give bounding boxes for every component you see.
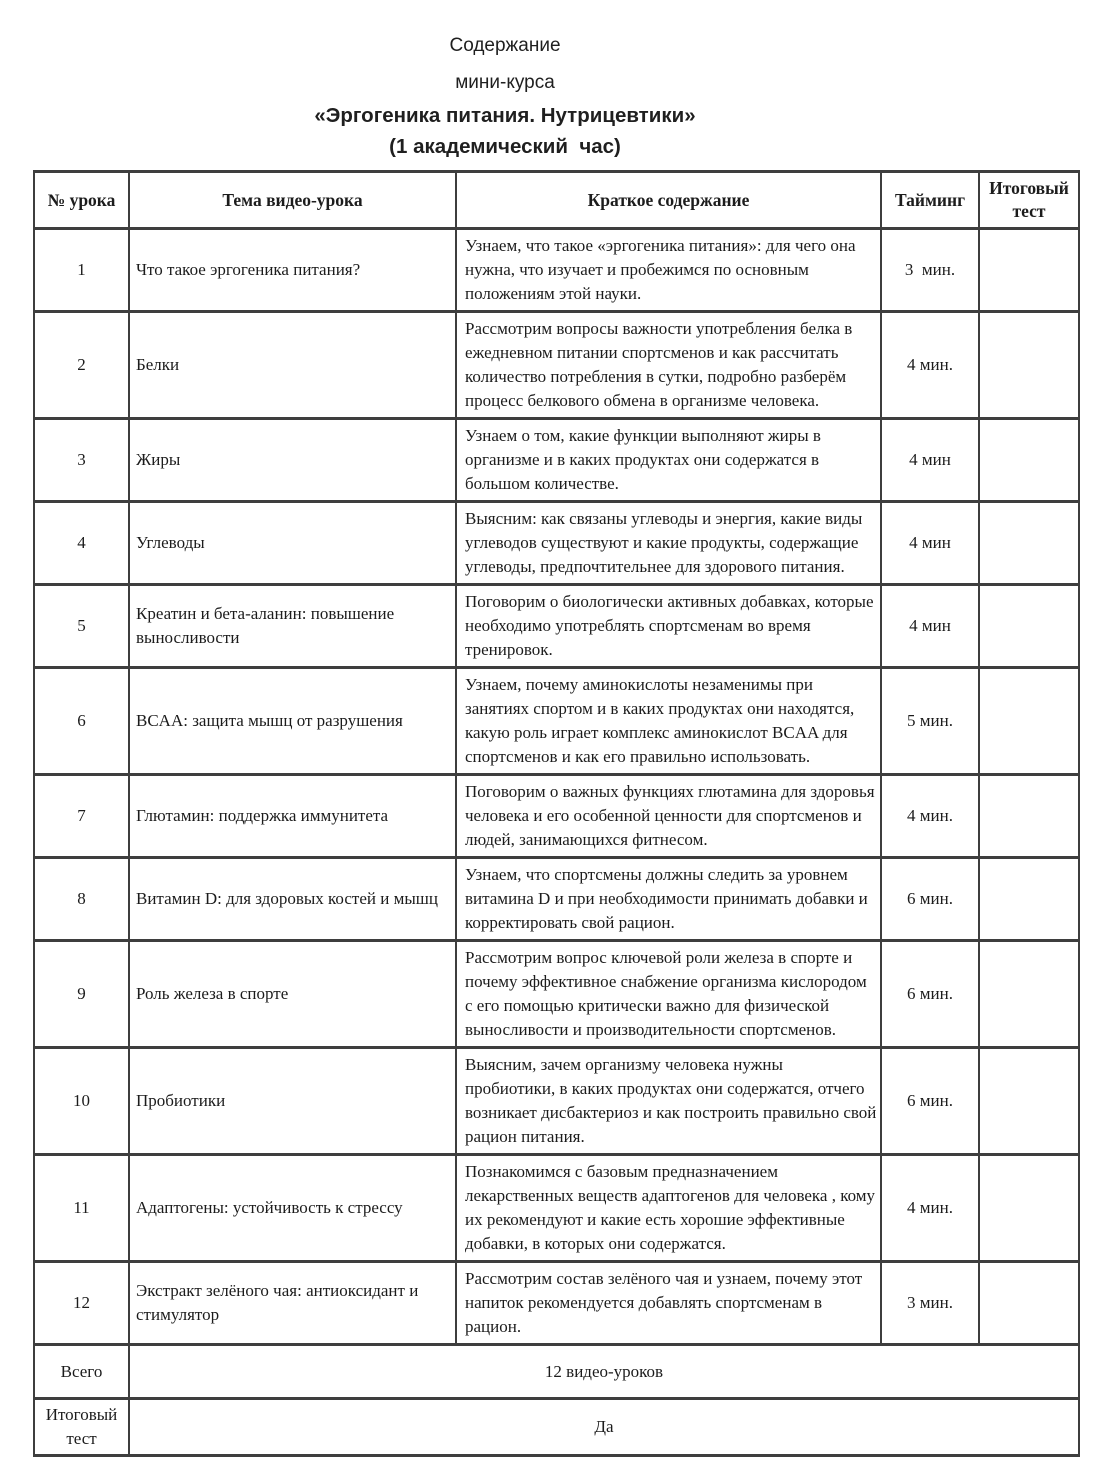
lesson-number: 6 xyxy=(34,668,129,775)
lesson-topic: Жиры xyxy=(129,419,456,502)
document-title-block xyxy=(0,0,1010,160)
lesson-test-cell xyxy=(979,1048,1079,1155)
lesson-test-cell xyxy=(979,1155,1079,1262)
lesson-summary: Рассмотрим вопрос ключевой роли железа в спорте и почему эффективное снабжение организма кислородом с его помощью критически важно для физической выносливости и производительности спортсменов. xyxy=(456,941,881,1048)
lesson-summary: Узнаем, почему аминокислоты незаменимы при занятиях спортом и в каких продуктах они находятся, какую роль играет комплекс аминокислот BCAA для спортсменов и как его правильно использовать. xyxy=(456,668,881,775)
header-lesson-topic: Тема видео-урока xyxy=(129,172,456,229)
lesson-row xyxy=(34,1048,1079,1155)
final-test-label: Итоговый тест xyxy=(34,1399,129,1456)
lesson-row xyxy=(34,419,1079,502)
lesson-test-cell xyxy=(979,941,1079,1048)
lesson-test-cell xyxy=(979,858,1079,941)
lesson-summary: Узнаем, что такое «эргогеника питания»: для чего она нужна, что изучает и пробежимся по основным положениям этой науки. xyxy=(456,229,881,312)
lesson-test-cell xyxy=(979,1262,1079,1345)
lesson-number: 12 xyxy=(34,1262,129,1345)
lesson-timing: 4 мин. xyxy=(881,1155,979,1262)
lesson-test-cell xyxy=(979,502,1079,585)
lesson-topic: BCAA: защита мышц от разрушения xyxy=(129,668,456,775)
lesson-topic: Пробиотики xyxy=(129,1048,456,1155)
lesson-timing: 3 мин. xyxy=(881,1262,979,1345)
lesson-row xyxy=(34,1155,1079,1262)
header-timing: Тайминг xyxy=(881,172,979,229)
lesson-summary: Выясним: как связаны углеводы и энергия, какие виды углеводов существуют и какие продукты, содержащие углеводы, предпочтительнее для здорового питания. xyxy=(456,502,881,585)
lesson-topic: Креатин и бета-аланин: повышение выносливости xyxy=(129,585,456,668)
lesson-summary: Поговорим о важных функциях глютамина для здоровья человека и его особенной ценности для спортсменов и людей, занимающихся фитнесом. xyxy=(456,775,881,858)
lesson-timing: 5 мин. xyxy=(881,668,979,775)
course-contents-table xyxy=(33,170,1080,1457)
lesson-summary: Узнаем, что спортсмены должны следить за уровнем витамина D и при необходимости принимать добавки и корректировать свой рацион. xyxy=(456,858,881,941)
lesson-row xyxy=(34,1262,1079,1345)
lesson-number: 5 xyxy=(34,585,129,668)
header-row xyxy=(34,172,1079,229)
lesson-test-cell xyxy=(979,668,1079,775)
lesson-topic: Витамин D: для здоровых костей и мышц xyxy=(129,858,456,941)
table-header xyxy=(34,172,1079,229)
lesson-number: 2 xyxy=(34,312,129,419)
lesson-summary: Узнаем о том, какие функции выполняют жиры в организме и в каких продуктах они содержатся в большом количестве. xyxy=(456,419,881,502)
header-final-test: Итоговый тест xyxy=(979,172,1079,229)
total-value: 12 видео-уроков xyxy=(129,1345,1079,1399)
lesson-number: 8 xyxy=(34,858,129,941)
lesson-row xyxy=(34,858,1079,941)
lesson-timing: 3 мин. xyxy=(881,229,979,312)
lesson-number: 3 xyxy=(34,419,129,502)
lesson-summary: Рассмотрим вопросы важности употребления белка в ежедневном питании спортсменов и как рассчитать количество потребления в сутки, подробно разберём процесс белкового обмена в организме человека. xyxy=(456,312,881,419)
lesson-timing: 6 мин. xyxy=(881,941,979,1048)
lesson-timing: 6 мин. xyxy=(881,1048,979,1155)
lesson-row xyxy=(34,941,1079,1048)
lesson-test-cell xyxy=(979,775,1079,858)
lesson-summary: Рассмотрим состав зелёного чая и узнаем, почему этот напиток рекомендуется добавлять спортсменам в рацион. xyxy=(456,1262,881,1345)
title-course-length: (1 академический час) xyxy=(389,135,621,158)
lesson-number: 4 xyxy=(34,502,129,585)
lesson-row xyxy=(34,775,1079,858)
lesson-row xyxy=(34,502,1079,585)
final-test-row xyxy=(34,1399,1079,1456)
header-lesson-summary: Краткое содержание xyxy=(456,172,881,229)
lesson-rows xyxy=(34,229,1079,1345)
lesson-timing: 4 мин xyxy=(881,585,979,668)
lesson-topic: Адаптогены: устойчивость к стрессу xyxy=(129,1155,456,1262)
lesson-timing: 4 мин. xyxy=(881,775,979,858)
total-row xyxy=(34,1345,1079,1399)
total-label: Всего xyxy=(34,1345,129,1399)
header-lesson-number: № урока xyxy=(34,172,129,229)
title-mini-course: мини-курса xyxy=(455,72,555,93)
lesson-number: 10 xyxy=(34,1048,129,1155)
lesson-topic: Глютамин: поддержка иммунитета xyxy=(129,775,456,858)
lesson-timing: 4 мин xyxy=(881,419,979,502)
lesson-timing: 4 мин. xyxy=(881,312,979,419)
lesson-row xyxy=(34,585,1079,668)
lesson-row xyxy=(34,229,1079,312)
lesson-summary: Поговорим о биологически активных добавках, которые необходимо употреблять спортсменам во время тренировок. xyxy=(456,585,881,668)
lesson-number: 9 xyxy=(34,941,129,1048)
lesson-topic: Экстракт зелёного чая: антиоксидант и стимулятор xyxy=(129,1262,456,1345)
lesson-timing: 4 мин xyxy=(881,502,979,585)
lesson-summary: Выясним, зачем организму человека нужны пробиотики, в каких продуктах они содержатся, отчего возникает дисбактериоз и как построить правильно свой рацион питания. xyxy=(456,1048,881,1155)
lesson-test-cell xyxy=(979,419,1079,502)
lesson-number: 7 xyxy=(34,775,129,858)
lesson-timing: 6 мин. xyxy=(881,858,979,941)
lesson-number: 1 xyxy=(34,229,129,312)
lesson-test-cell xyxy=(979,585,1079,668)
lesson-topic: Что такое эргогеника питания? xyxy=(129,229,456,312)
lesson-test-cell xyxy=(979,229,1079,312)
table-footer xyxy=(34,1345,1079,1456)
lesson-topic: Углеводы xyxy=(129,502,456,585)
lesson-topic: Белки xyxy=(129,312,456,419)
lesson-row xyxy=(34,668,1079,775)
lesson-summary: Познакомимся с базовым предназначением лекарственных веществ адаптогенов для человека , кому их рекомендуют и какие есть хорошие эффективные добавки, в которых они содержатся. xyxy=(456,1155,881,1262)
lesson-topic: Роль железа в спорте xyxy=(129,941,456,1048)
title-contents: Содержание xyxy=(449,35,561,56)
lesson-number: 11 xyxy=(34,1155,129,1262)
title-course-name: «Эргогеника питания. Нутрицевтики» xyxy=(314,104,696,127)
final-test-value: Да xyxy=(129,1399,1079,1456)
lesson-row xyxy=(34,312,1079,419)
lesson-test-cell xyxy=(979,312,1079,419)
